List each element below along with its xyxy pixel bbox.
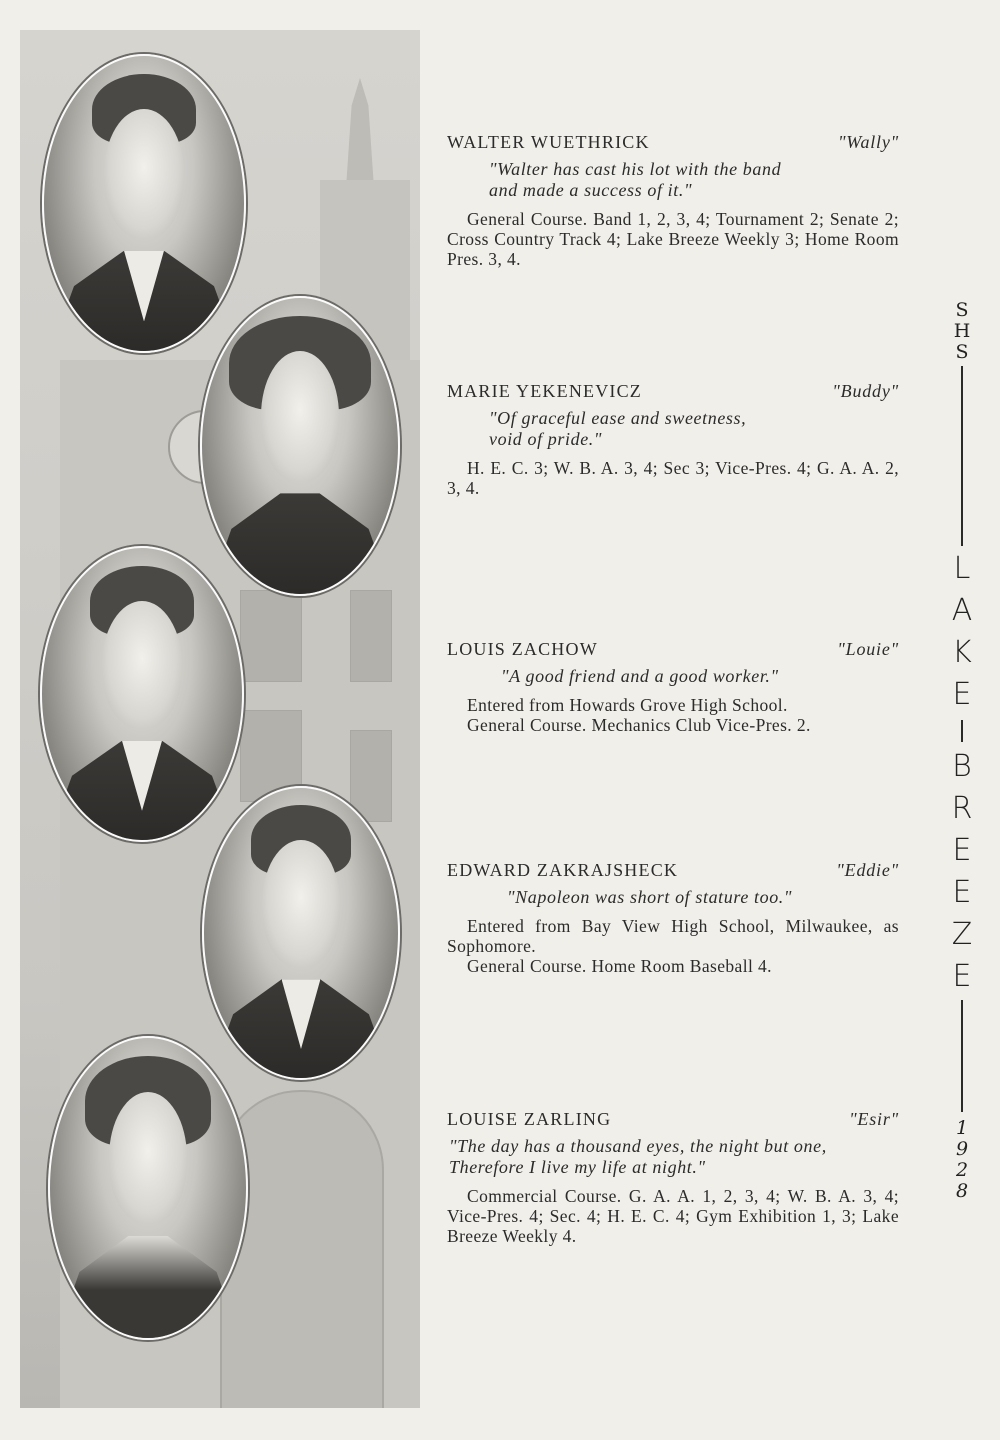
banner-school-initials: S H S — [953, 299, 971, 363]
photo-panel — [20, 30, 420, 1408]
portrait-louise-zarling — [48, 1036, 248, 1340]
student-name: LOUIS ZACHOW — [447, 639, 598, 659]
tower-spire — [346, 78, 374, 188]
name-row — [447, 132, 899, 153]
student-activities: General Course. Band 1, 2, 3, 4; Tournament 2; Senate 2; Cross Country Track 4; Lake Breeze Weekly 3; Home Room Pres. 3, 4. — [447, 209, 899, 269]
student-quote: "The day has a thousand eyes, the night but one, Therefore I live my life at night." — [449, 1136, 827, 1177]
entry-louise-zarling — [447, 1109, 899, 1246]
name-row — [447, 639, 899, 660]
building-window — [240, 590, 302, 682]
student-name: LOUISE ZARLING — [447, 1109, 612, 1129]
banner-line — [961, 720, 963, 742]
student-name: WALTER WUETHRICK — [447, 132, 650, 152]
student-activities: Entered from Howards Grove High School. General Course. Mechanics Club Vice-Pres. 2. — [467, 695, 811, 735]
student-nickname: "Eddie" — [836, 860, 899, 880]
name-row — [447, 1109, 899, 1130]
banner-breeze: B R E E Z E — [951, 749, 973, 994]
student-quote: "A good friend and a good worker." — [501, 666, 779, 686]
student-nickname: "Buddy" — [832, 381, 899, 401]
entry-edward-zakrajsheck — [447, 860, 899, 976]
student-nickname: "Wally" — [837, 132, 899, 152]
entry-walter-wuethrick — [447, 132, 899, 269]
entry-louis-zachow — [447, 639, 899, 735]
student-nickname: "Louie" — [837, 639, 899, 659]
student-activities: Entered from Bay View High School, Milwaukee, as Sophomore. — [447, 916, 899, 956]
student-activities-2: General Course. Home Room Baseball 4. — [467, 956, 772, 976]
banner-year: 1 9 2 8 — [955, 1117, 969, 1202]
student-quote: "Walter has cast his lot with the band and made a success of it." — [489, 159, 782, 200]
building-window — [350, 590, 392, 682]
portrait-marie-yekenevicz — [200, 296, 400, 596]
student-quote: "Of graceful ease and sweetness, void of pride." — [489, 408, 747, 449]
student-activities: H. E. C. 3; W. B. A. 3, 4; Sec 3; Vice-Pres. 4; G. A. A. 2, 3, 4. — [447, 458, 899, 498]
banner-line — [961, 366, 963, 546]
banner-lake: L A K E — [951, 551, 973, 712]
building-window — [350, 730, 392, 822]
student-nickname: "Esir" — [849, 1109, 899, 1129]
name-row — [447, 381, 899, 402]
student-quote: "Napoleon was short of stature too." — [507, 887, 793, 907]
side-banner — [944, 300, 980, 1210]
entrance-arch — [220, 1090, 384, 1408]
student-activities: Commercial Course. G. A. A. 1, 2, 3, 4; W. B. A. 3, 4; Vice-Pres. 4; Sec. 4; H. E. C. 4; Gym Exhibition 1, 3; Lake Breeze Weekly 4. — [447, 1186, 899, 1246]
student-name: MARIE YEKENEVICZ — [447, 381, 643, 401]
portrait-edward-zakrajsheck — [202, 786, 400, 1080]
banner-line — [961, 1000, 963, 1112]
entry-marie-yekenevicz — [447, 381, 899, 498]
student-name: EDWARD ZAKRAJSHECK — [447, 860, 679, 880]
name-row — [447, 860, 899, 881]
portrait-louis-zachow — [40, 546, 244, 842]
portrait-walter-wuethrick — [42, 54, 246, 353]
